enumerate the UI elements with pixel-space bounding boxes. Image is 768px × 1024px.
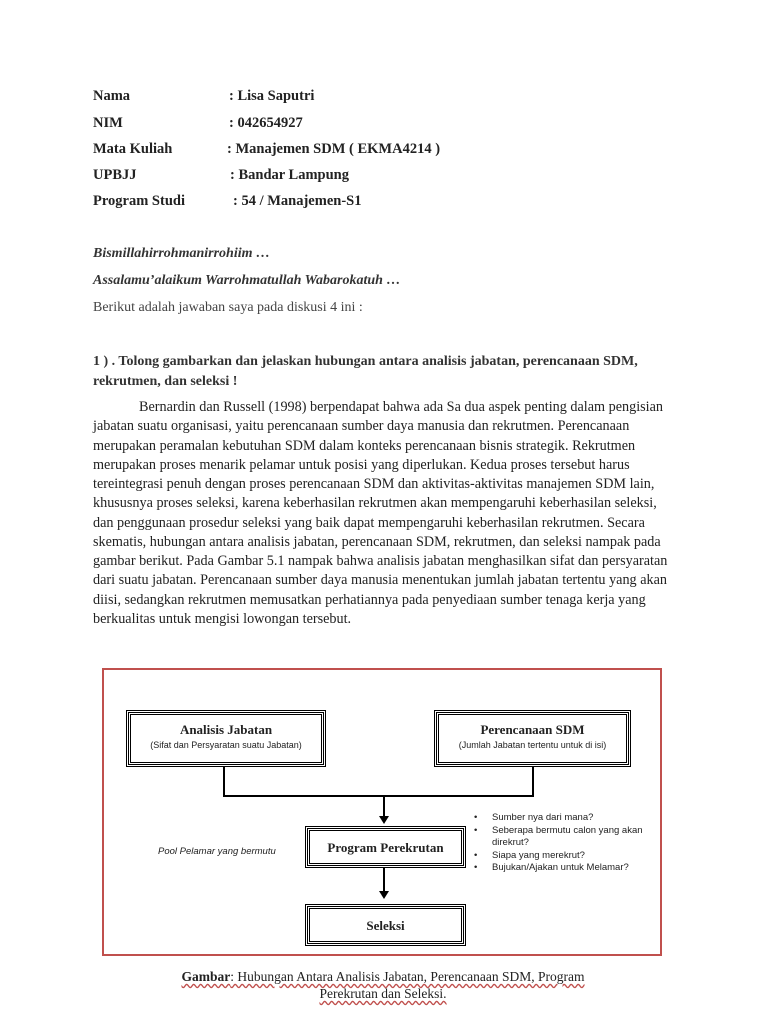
list-item: • Sumber nya dari mana?	[470, 812, 652, 825]
info-value: : Bandar Lampung	[230, 167, 349, 183]
box-subtitle: (Jumlah Jabatan tertentu untuk di isi)	[458, 740, 607, 750]
box-perencanaan-sdm	[436, 712, 629, 765]
info-label: Mata Kuliah	[93, 141, 173, 157]
answer-text: Bernardin dan Russell (1998) berpendapat bahwa ada Sa dua aspek penting dalam pengisian jabatan suatu organisasi, yaitu perencanaan sumber daya manusia dan rekrutmen. Perencanaan merupakan peramalan kebutuhan SDM dalam konteks perencanaan bisnis strategik. Rekrutmen merupakan proses menarik pelamar untuk posisi yang diperlukan. Kedua proses tersebut harus tereintegrasi penuh dengan proses perencanaan SDM dan aktivitas-aktivitas manajemen SDM lain, khususnya proses seleksi, karena keberhasilan rekrutmen akan mempengaruhi keberhasilan seleksi, dan penggunaan prosedur seleksi yang baik dapat mempengaruhi keberhasilan rekrutmen. Secara skematis, hubungan antara analisis jabatan, perencanaan SDM, rekrutmen, dan seleksi nampak pada gambar berikut. Pada Gambar 5.1 nampak bahwa analisis jabatan menghasilkan sifat dan persyaratan dari suatu jabatan. Perencanaan sumber daya manusia menentukan jumlah jabatan tertentu yang akan diisi, sedangkan rekrutmen memusatkan perhatiannya pada penyediaan sumber tenaga kerja yang berkualitas untuk mengisi lowongan tersebut.	[93, 399, 668, 627]
info-label: Program Studi	[93, 193, 185, 209]
caption-label: Gambar	[181, 969, 231, 984]
list-item: • Seberapa bermutu calon yang akan direkrut?	[470, 825, 652, 850]
info-label: Nama	[93, 88, 131, 104]
connector-right	[532, 767, 534, 797]
greeting-salam: Assalamu’alaikum Warrohmatullah Wabarokatuh …	[93, 273, 401, 288]
box-title: Seleksi	[366, 918, 405, 933]
info-value: : Lisa Saputri	[229, 88, 315, 104]
connector-horizontal	[223, 795, 534, 797]
question-heading: 1 ) . Tolong gambarkan dan jelaskan hubungan antara analisis jabatan, perencanaan SDM, rekrutmen, dan seleksi !	[93, 354, 638, 389]
greeting-bismillah: Bismillahirrohmanirrohiim …	[93, 246, 271, 261]
info-value: : 042654927	[229, 115, 303, 131]
list-item: • Bujukan/Ajakan untuk Melamar?	[470, 862, 652, 875]
connector-left	[223, 767, 225, 797]
intro-text: Berikut adalah jawaban saya pada diskusi 4 ini :	[93, 300, 363, 315]
arrow-down-icon	[379, 891, 389, 899]
box-title: Program Perekrutan	[327, 840, 444, 855]
box-title: Perencanaan SDM	[480, 722, 585, 737]
box-seleksi	[307, 906, 464, 944]
info-value: : Manajemen SDM ( EKMA4214 )	[227, 141, 441, 157]
box-analisis-jabatan	[128, 712, 324, 765]
figure-caption	[168, 968, 598, 1002]
arrow-down-icon	[379, 816, 389, 824]
box-title: Analisis Jabatan	[179, 722, 273, 737]
box-program-perekrutan	[307, 828, 464, 866]
recruitment-questions	[470, 812, 652, 875]
caption-text: : Hubungan Antara Analisis Jabatan, Perencanaan SDM, Program Perekrutan dan Seleksi.	[230, 969, 585, 1001]
info-label: UPBJJ	[93, 167, 137, 183]
connector-down-1	[383, 795, 385, 817]
box-subtitle: (Sifat dan Persyaratan suatu Jabatan)	[150, 740, 302, 750]
info-value: : 54 / Manajemen-S1	[233, 193, 362, 209]
pool-label: Pool Pelamar yang bermutu	[158, 846, 276, 857]
answer-paragraph	[93, 398, 678, 629]
list-item: • Siapa yang merekrut?	[470, 850, 652, 863]
connector-down-2	[383, 868, 385, 892]
info-label: NIM	[93, 115, 123, 131]
